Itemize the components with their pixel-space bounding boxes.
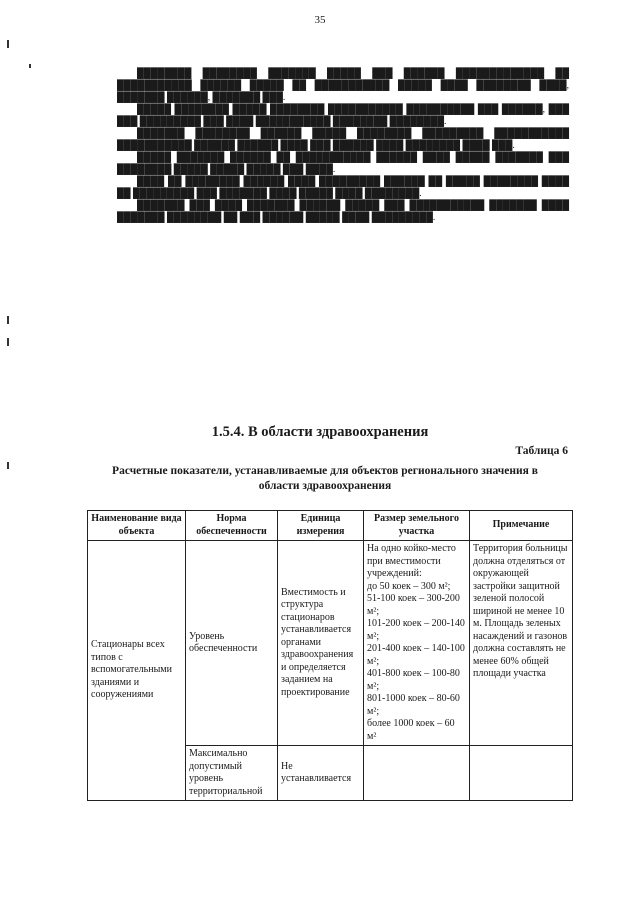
table-row bbox=[88, 541, 573, 746]
land-intro: На одно койко-место при вместимости учреждений: bbox=[367, 543, 456, 579]
footnotes bbox=[117, 68, 569, 224]
header-land-size: Размер земельного участка bbox=[364, 511, 470, 541]
footnote: █████ ███████ ██████ ██ ███████████ ██████ ████ █████ ███████ ███ ████████ █████ █████ █████ ███ ████. bbox=[117, 152, 569, 175]
table-label: Таблица 6 bbox=[515, 445, 568, 457]
footnote: ████ ██ ████████ ██████ ████ █████████ ██████ ██ █████ ████████ ████ ██ █████████ ███ ███████ ████ █████ ████ ████████. bbox=[117, 176, 569, 199]
land-item: до 50 коек – 300 м²; bbox=[367, 580, 451, 592]
header-note: Примечание bbox=[470, 511, 573, 541]
scan-mark bbox=[7, 316, 9, 324]
cell-note: Территория больницы должна отделяться от окружающей застройки защитной зеленой полосой шириной не менее 10 м. Площадь зеленых насаждений и газонов должна составлять не менее 60% общей площади участка bbox=[470, 541, 573, 746]
header-object-type: Наименование вида объекта bbox=[88, 511, 186, 541]
cell-land-size bbox=[364, 541, 470, 746]
footnote: █████ ████████ █████ ████████ ███████████ ██████████ ███ ██████, ███ ███ █████████ ███ ████ ███████████ ████████ ████████. bbox=[117, 104, 569, 127]
cell-land-size bbox=[364, 746, 470, 801]
land-item: 101-200 коек – 200-140 м²; bbox=[367, 618, 465, 642]
land-item: 801-1000 коек – 80-60 м²; bbox=[367, 693, 460, 717]
land-item: 51-100 коек – 300-200 м²; bbox=[367, 593, 460, 617]
table-header-row bbox=[88, 511, 573, 541]
page-number: 35 bbox=[314, 14, 326, 26]
cell-note bbox=[470, 746, 573, 801]
land-item: 401-800 коек – 100-80 м²; bbox=[367, 668, 460, 692]
norms-table bbox=[87, 510, 573, 801]
footnote: ███████ ███ ████ ███████ ██████ █████ ███ ███████████ ███████ ████ ███████ ████████ ██ ███ ██████ █████ ████ █████████. bbox=[117, 200, 569, 223]
footnote: ███████ ████████ ██████ █████ ████████ █████████ ███████████ ███████████ ██████ ██████ ████ ███ ██████ ████ ████████ ████ ███. bbox=[117, 128, 569, 151]
scan-mark bbox=[7, 462, 9, 469]
land-item: 201-400 коек – 140-100 м²; bbox=[367, 643, 465, 667]
cell-unit: Вместимость и структура стационаров устанавливается органами здравоохранения и определяется заданием на проектирование bbox=[278, 541, 364, 746]
footnote: ████████ ████████ ███████ █████ ███ ██████ █████████████ ██ ███████████ ██████ █████ ██ ███████████ █████ ████ ████████ ████, ███████ ██████, ███████ ███. bbox=[117, 68, 569, 103]
scan-mark bbox=[7, 40, 9, 48]
cell-unit: Не устанавливается bbox=[278, 746, 364, 801]
cell-norm: Уровень обеспеченности bbox=[186, 541, 278, 746]
scan-mark bbox=[7, 338, 9, 346]
header-unit: Единица измерения bbox=[278, 511, 364, 541]
section-heading: 1.5.4. В области здравоохранения bbox=[211, 424, 429, 440]
table-caption: Расчетные показатели, устанавливаемые для объектов регионального значения в области здравоохранения bbox=[112, 465, 538, 492]
cell-norm: Максимально допустимый уровень территориальной bbox=[186, 746, 278, 801]
cell-object-type: Стационары всех типов с вспомогательными зданиями и сооружениями bbox=[88, 541, 186, 801]
scan-mark bbox=[29, 64, 31, 68]
land-item: более 1000 коек – 60 м² bbox=[367, 718, 455, 742]
header-norm: Норма обеспеченности bbox=[186, 511, 278, 541]
